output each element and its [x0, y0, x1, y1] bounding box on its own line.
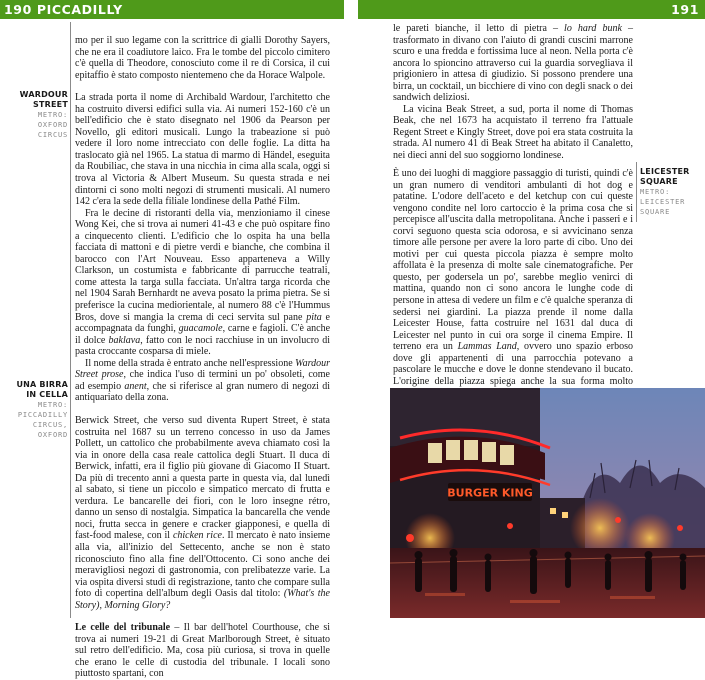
- paragraph: È uno dei luoghi di maggiore passaggio di turisti, quindi c'è un gran numero di venditori ambulanti di hot dog e patatine. L'odore dell'aceto e del ketchup con cui queste vengono condite nel loro cartoccio è la prima cosa che si percepisce all'uscita dalla metropolitana. Anche i passeri e i corvi seguono questa scia odorosa, e si avvicinano senza timore alle persone per avere la loro parte di cibo. Uno dei motivi per cui questa piccola piazza è sempre molto affollata è la presenza di molte sale cinematografiche. Per questo, per godersela un po', sarebbe meglio venirci di mattina, quando non ci sono ancora le lunghe code di persone in attesa di vedere un film e c'è qualche speranza di sedersi nei giardini. La piazza prende il nome dalla Leicester House, fatta costruire nel 1631 dal duca di Leicester nel punto in cui ora sorge il cinema Empire. Il terreno era un Lammas Land, ovvero uno spazio erboso dove gli appartenenti di una parrocchia potevano a pascolare le mucche e dove le donne stendevano il bucato. L'origine della piazza spiega anche la sua forma molto: [393, 168, 633, 387]
- paragraph: Fra le decine di ristoranti della via, menzioniamo il cinese Wong Kei, che si trova ai numeri 41-43 e che può ospitare fino a cinquecento clienti. L'edificio che lo ospita ha una bella facciata di mattoni e di pietre verdi e bianche, che combina il barocco con l'Art Nouveau. Esso apparteneva a Willy Clarkson, un costumista e fabbricante di parrucche teatrali, come attesta la targa sulla facciata. Un'altra targa ricorda che nel 1904 Sarah Bernhardt ne aveva posato la prima pietra. Se si preferisce la cucina mediorientale, al numero 88 c'è l'Hummus Bros, dove si mangia la crema di ceci servita sul pane pita e accompagnata da funghi, guacamole, carne e fagioli. C'è anche il dolce baklava, fatto con le noci racchiuse in un involucro di pasta croccante cosparsa di miele.: [75, 207, 331, 358]
- sidebar-leicester-square: [640, 167, 702, 217]
- paragraph: La vicina Beak Street, a sud, porta il nome di Thomas Beak, che nel 1673 ha acquistato il terreno fra l'attuale Regent Street e Kingly Street, dove poi era stata costruita la strada. Al numero 41 di Beak Street ha abitato il Canaletto, nei dieci anni del suo soggiorno londinese.: [393, 103, 633, 162]
- paragraph: Berwick Street, che verso sud diventa Rupert Street, è stata costruita nel 1687 su un terreno concesso in uso da James Pollett, un cattolico che probabilmente aveva chiamato così la via in onore della casa reale cattolica degli Stuart. Il duca di Berwick, infatti, era il figlio più giovane di Giacomo II Stuart. Da più di trecento anni a questa parte in questa via, dal lunedì al sabato, si tiene un piccolo e simpatico mercato di frutta e verdura. Le bancarelle dei fiori, con le loro insegne rétro, danno un senso di nostalgia. Simpatica la bancarella che vende noci, frutta secca in genere e cracker giapponesi, e quella di fast-food malese, con il chicken rice. Il mercato è nato insieme alla via, all'inizio del Settecento, anche se non è stato riconosciuto fino alla fine dell'Ottocento. Ci sono anche dei meravigliosi negozi di gastronomia, con prelibatezze varie. La via ospita diversi studi di registrazione, tanto che compare sulla foto di copertina dell'album degli Oasis dal titolo: (What's the Story), Morning Glory?: [75, 414, 331, 611]
- metro-station: PICCADILLY: [17, 411, 68, 420]
- metro-station: OXFORD: [37, 121, 68, 130]
- metro-station: CIRCUS: [37, 131, 68, 140]
- sidebar-title: WARDOUR: [19, 90, 68, 99]
- paragraph: mo per il suo legame con la scrittrice di gialli Dorothy Sayers, che ne era il coadiutore laico. Fra le tombe del piccolo cimitero c'è quella di Theodore, conosciuto come il re di Corsica, il cui epitaffio è stato composto nientemeno che da Horace Walpole.: [75, 35, 330, 81]
- sidebar-title: UNA BIRRA: [16, 380, 68, 389]
- paragraph: Il nome della strada è entrato anche nell'espressione Wardour Street prose, che indica l'uso di termini un po' obsoleti, come ad esempio anent, che si riferisce al gran numero di negozi di antiquariato della zona.: [75, 357, 331, 404]
- run-in-heading: Le celle del tribunale: [75, 622, 171, 634]
- leicester-square-photo: [390, 388, 705, 618]
- metro-label: METRO:: [37, 401, 68, 410]
- column-rule: [70, 22, 71, 618]
- paragraph: La strada porta il nome di Archibald Wardour, l'architetto che ha costruito diversi edifici sulla via. Ai numeri 152-160 c'è un bell'edificio che è stato disegnato nel 1906 da Pearson per Novello, gli editori musicali. Lungo la trabeazione si può vedere il loro nome intrecciato con delle foglie. La ditta ha traslocato già nel 1965. La statua di marmo di Händel, eseguita da Roubiliac, che stava in una nicchia in cima alla scala, oggi si trova al Victoria & Albert Museum. Su questa strada e nei dintorni ci sono molti negozi di strumenti musicali. Al numero 142 c'era la sede della filiale londinese della Pathé Film.: [75, 92, 330, 208]
- metro-station: SQUARE: [640, 208, 671, 217]
- page-header-right: 191: [358, 0, 705, 19]
- burger-king-sign: BURGER KING: [447, 486, 533, 500]
- sidebar-title: LEICESTER: [640, 167, 690, 176]
- sidebar-title: IN CELLA: [26, 390, 68, 400]
- metro-station: CIRCUS,: [32, 421, 68, 430]
- page-gutter: [344, 0, 358, 618]
- right-text-column-top: [393, 23, 633, 162]
- metro-label: METRO:: [37, 111, 68, 120]
- sidebar-wardour-street: [0, 90, 68, 140]
- sidebar-title: SQUARE: [640, 177, 678, 187]
- paragraph: le pareti bianche, il letto di pietra – lo hard bunk – trasformato in divano con l'aiuto di grandi cuscini marrone scuro e una fredda e fortissima luce al neon. Nella porta c'è ancora lo spioncino attraverso cui la guardia sorvegliava il prigioniero in attesa di giudizio. Si possono prendere una birra, un cocktail, un bicchiere di vino con degli snack o dei sandwich deliziosi.: [393, 23, 634, 104]
- paragraph: Le celle del tribunale – Il bar dell'hotel Courthouse, che si trova ai numeri 19-21 di Great Marlborough Street, è situato sul retro dell'edificio. Ma, cosa più curiosa, si trova in quelle che erano le celle di custodia del tribunale. I locali sono piuttosto spartani, con: [75, 622, 330, 680]
- left-text-column: [75, 35, 330, 680]
- metro-station: LEICESTER: [640, 198, 686, 207]
- sidebar-una-birra-in-cella: [0, 380, 68, 440]
- metro-station: OXFORD: [37, 431, 68, 440]
- sidebar-rule: [636, 162, 637, 222]
- sidebar-title: STREET: [33, 100, 68, 110]
- metro-label: METRO:: [640, 188, 671, 197]
- page-header-left: 190 PICCADILLY: [0, 0, 344, 19]
